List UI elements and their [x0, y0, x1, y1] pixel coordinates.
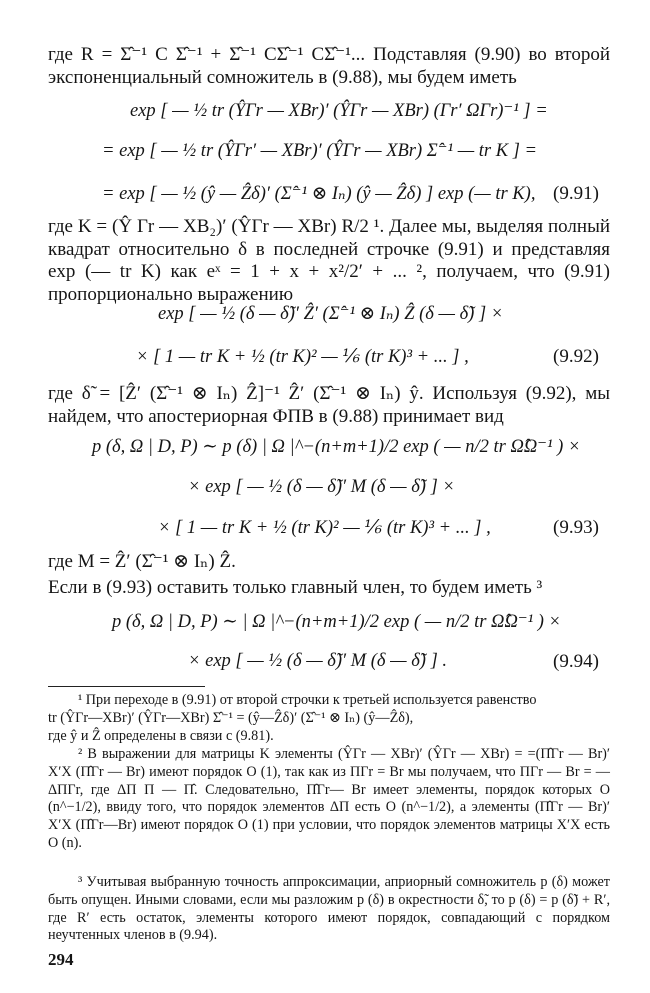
footnote-separator [48, 686, 205, 687]
paragraph-leading-term: Если в (9.93) оставить только главный член, то будем иметь ³ [48, 577, 543, 598]
equation-9-94-line-2: × exp [ — ½ (δ — δ̃)′ M (δ — δ̃) ] . [188, 651, 448, 671]
equation-9-93-line-2: × exp [ — ½ (δ — δ̃)′ M (δ — δ̃) ] × [188, 477, 455, 497]
equation-9-91-line-1: exp [ — ½ tr (ŶΓr — XBr)′ (ŶΓr — XBr) (Γr′ ΩΓr)⁻¹ ] = [130, 101, 548, 121]
equation-9-91-line-2: = exp [ — ½ tr (ŶΓr′ — XBr)′ (ŶΓr — XBr) Σ̂⁻¹ — tr K ] = [102, 141, 538, 161]
equation-9-93-line-3: × [ 1 — tr K + ½ (tr K)² — ⅙ (tr K)³ + ... ] , [158, 518, 491, 538]
equation-9-92-line-1: exp [ — ½ (δ — δ̃)′ Ẑ′ (Σ̂⁻¹ ⊗ Iₙ) Ẑ (δ — δ̃) ] × [158, 304, 504, 324]
equation-number-9-93: (9.93) [553, 517, 599, 538]
equation-number-9-92: (9.92) [553, 346, 599, 367]
paragraph-after-9-92: где δ̃ = [Ẑ′ (Σ̂⁻¹ ⊗ Iₙ) Ẑ]⁻¹ Ẑ′ (Σ̂⁻¹ ⊗ Iₙ) ŷ. Используя (9.92), мы найдем, что апостериорная ФПВ в (9.88) принимает вид [48, 383, 610, 427]
footnote-1: ¹ При переходе в (9.91) от второй строчки к третьей используется равенство tr (ŶΓr—XBr)′ (ŶΓr—XBr) Σ̂⁻¹ = (ŷ—Ẑδ)′ (Σ̂⁻¹ ⊗ Iₙ) (ŷ—Ẑδ), где ŷ и Ẑ определены в связи с (9.81). [48, 692, 537, 744]
paragraph-definition-M: где M = Ẑ′ (Σ̂⁻¹ ⊗ Iₙ) Ẑ. [48, 551, 236, 572]
page-number: 294 [48, 950, 74, 969]
equation-number-9-94: (9.94) [553, 651, 599, 672]
footnote-3: ³ Учитывая выбранную точность аппроксимации, априорный сомножитель p (δ) может быть опущен. Иными словами, если мы разложим p (δ) в окрестности δ̃, то p (δ) = p (δ̃) + R′, где R′ есть остаток, элементы которого имеют порядок, совпадающий с порядком неучтенных членов в (9.94). [48, 874, 610, 944]
equation-9-93-line-1: p (δ, Ω | D, P) ∼ p (δ) | Ω |^−(n+m+1)/2 exp ( — n/2 tr Ω̂Ω⁻¹ ) × [92, 437, 581, 457]
equation-9-91-line-3: = exp [ — ½ (ŷ — Ẑδ)′ (Σ̂⁻¹ ⊗ Iₙ) (ŷ — Ẑδ) ] exp (— tr K), [102, 184, 536, 204]
equation-9-94-line-1: p (δ, Ω | D, P) ∼ | Ω |^−(n+m+1)/2 exp ( — n/2 tr Ω̂Ω⁻¹ ) × [112, 612, 562, 632]
footnote-2: ² В выражении для матрицы K элементы (ŶΓr — XBr)′ (ŶΓr — XBr) = =(Π̂Γr — Br)′ X′X (Π̂Γr — Br) имеют порядок O (1), так как из ΠΓr = Br мы получаем, что ΠΓr — Br = — ΔΠΓr, где ΔΠ Π — Π̂. Следовательно, Π̂Γr— Br имеет элементы, порядок которых O (n^−1/2), ввиду того, что порядок элементов ΔΠ есть O (n^−1/2), а элементы (Π̂Γr — Br)′ X′X (Π̂Γr—Br) имеют порядок O (1) при условии, что порядок элементов матрицы X′X есть O (n). [48, 746, 610, 851]
equation-9-92-line-2: × [ 1 — tr K + ½ (tr K)² — ⅙ (tr K)³ + ... ] , [136, 347, 469, 367]
equation-number-9-91: (9.91) [553, 183, 599, 204]
paragraph-intro: где R = Σ̂⁻¹ C Σ̂⁻¹ + Σ̂⁻¹ CΣ̂⁻¹ CΣ̂⁻¹... Подставляя (9.90) во второй экспоненциальный сомножитель в (9.88), мы будем иметь [48, 44, 610, 88]
paragraph-after-9-91: где K = (Ŷ Γr — XB₂)′ (ŶΓr — XBr) R/2 ¹. Далее мы, выделяя полный квадрат относительно δ в последней строчке (9.91) и представляя exp (— tr K) как eˣ = 1 + x + x²/2′ + ... ², получаем, что (9.91) пропорционально выражению [48, 216, 610, 305]
